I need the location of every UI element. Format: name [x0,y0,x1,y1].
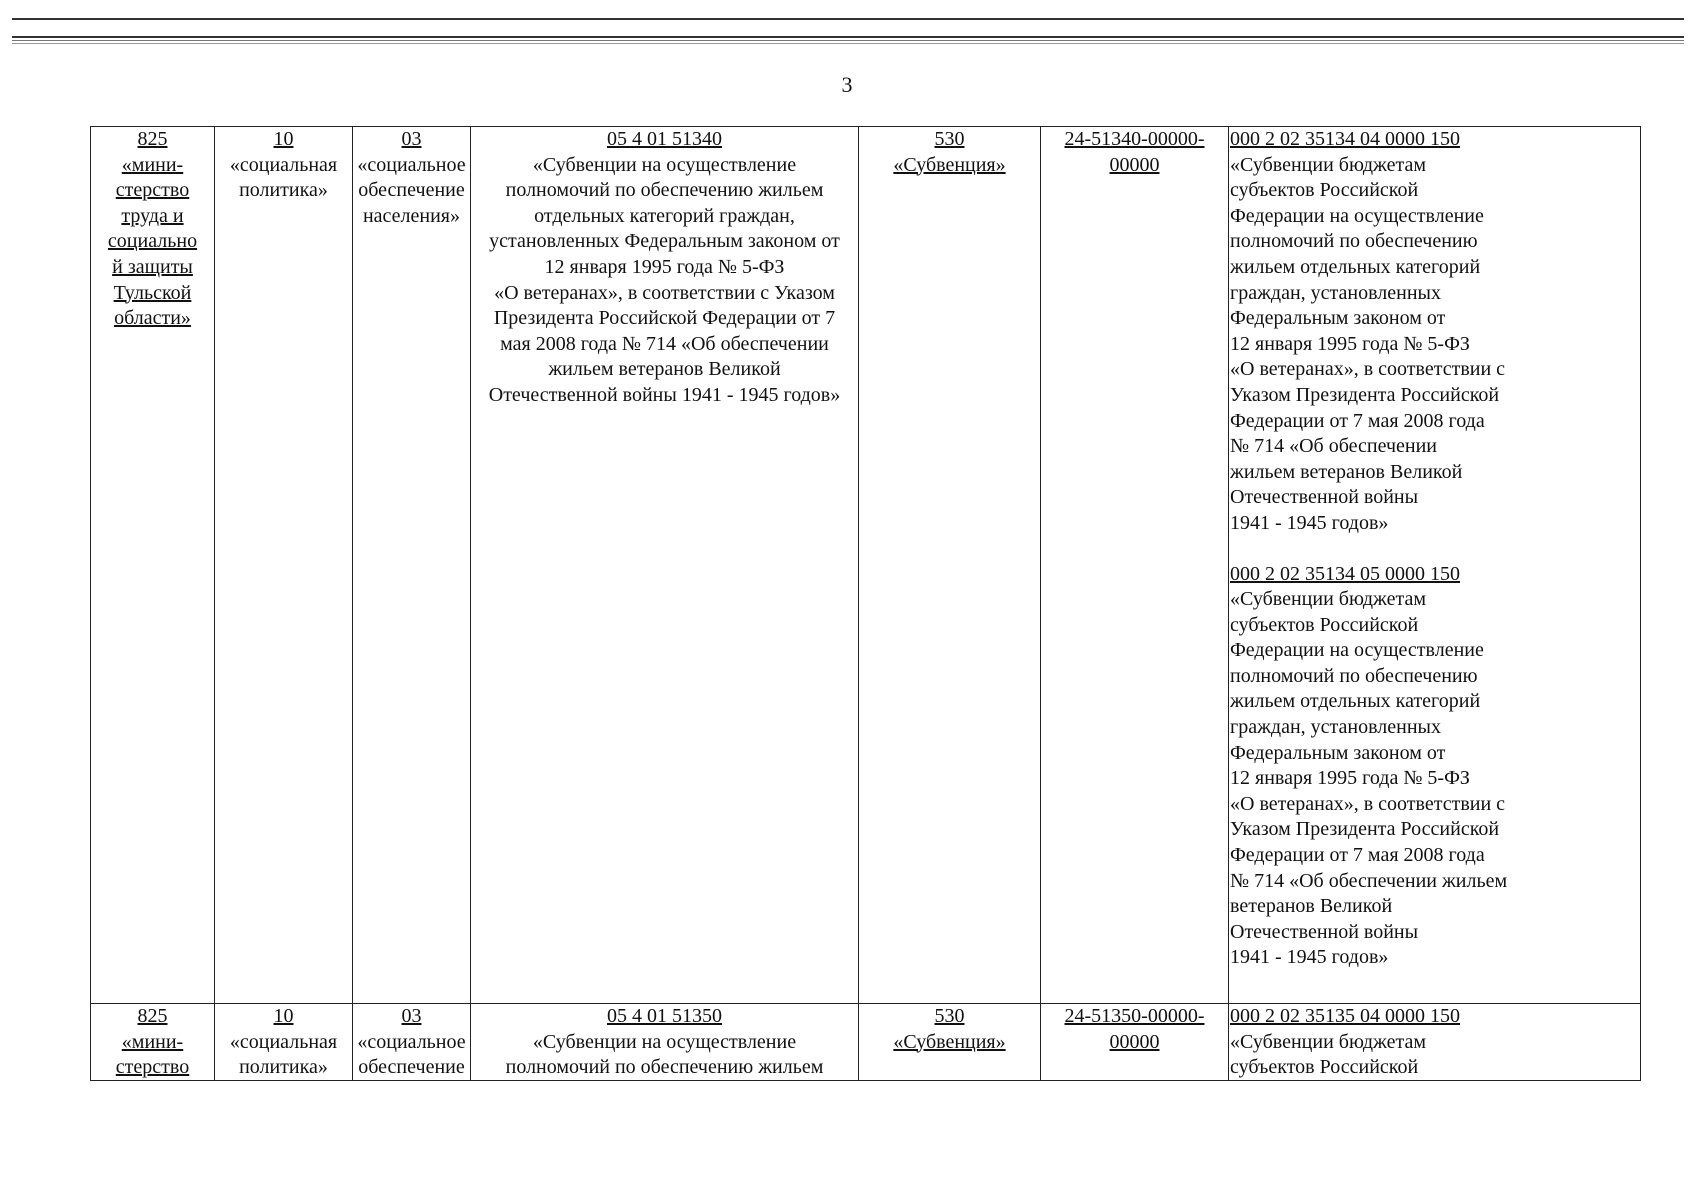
ministry-name-line: «мини- [121,153,184,176]
expense-type-name: «Субвенция» [893,153,1006,176]
section-cell [215,127,353,1004]
revenue-name-line: 1941 - 1945 годов» [1230,511,1389,534]
revenue-name-line: ветеранов Великой [1230,895,1393,918]
revenue-name-line: «О ветеранах», в соответствии с [1230,792,1506,815]
revenue-name-line: Федерации на осуществление [1230,639,1484,662]
expense-type-code: 530 [934,1005,965,1027]
revenue-name-line: 12 января 1995 года № 5-ФЗ [1230,332,1470,355]
purpose-code-line: 00000 [1109,153,1160,176]
revenue-name-line: полномочий по обеспечению [1230,230,1478,253]
revenue-name-line: граждан, установленных [1230,716,1441,739]
target-article-line: мая 2008 года № 714 «Об обеспечении [500,332,829,355]
page-number: 3 [841,72,853,97]
subsection-name-line: «социальное [357,1030,466,1053]
budget-classification-table [90,126,1641,1081]
section-cell [215,1004,353,1081]
section-name-line: политика» [239,1056,328,1079]
ministry-code: 825 [137,1005,168,1027]
revenue-name-line: Федеральным законом от [1230,307,1446,330]
subsection-code: 03 [401,128,422,150]
revenue-name-line: 12 января 1995 года № 5-ФЗ [1230,767,1470,790]
table-row [91,127,1641,1004]
subsection-cell [353,127,471,1004]
ministry-cell [91,127,215,1004]
revenue-name-line: Указом Президента Российской [1230,818,1500,841]
revenue-name-line: «Субвенции бюджетам [1230,153,1426,176]
target-article-cell [471,127,859,1004]
subsection-name-line: обеспечение [358,1056,465,1079]
subsection-name-line: населения» [362,204,461,227]
target-article-line: отдельных категорий граждан, [534,204,795,227]
target-article-line: «О ветеранах», в соответствии с Указом [494,281,835,304]
ministry-cell [91,1004,215,1081]
header-rule-double-a [12,36,1684,38]
ministry-name-line: й защиты [112,255,193,278]
target-article-line: 12 января 1995 года № 5-ФЗ [544,255,785,278]
ministry-name-line: стерство [115,1056,190,1079]
target-article-code: 05 4 01 51350 [607,1005,722,1027]
target-article-line: установленных Федеральным законом от [489,230,840,253]
ministry-name-line: труда и [121,204,184,227]
revenue-name-line: граждан, установленных [1230,281,1441,304]
ministry-name-line: Тульской [113,281,192,304]
revenue-name-line: Указом Президента Российской [1230,383,1500,406]
revenue-name-line: Федерации на осуществление [1230,204,1484,227]
target-article-line: жильем ветеранов Великой [548,358,781,381]
target-article-line: «Субвенции на осуществление [532,153,797,176]
revenue-name-line: жильем ветеранов Великой [1230,460,1463,483]
revenue-name-line: № 714 «Об обеспечении жильем [1230,869,1508,892]
expense-type-cell [859,127,1041,1004]
revenue-code: 000 2 02 35134 05 0000 150 [1230,562,1460,585]
target-article-line: полномочий по обеспечению жильем [505,1056,824,1079]
revenue-name-line: Федерации от 7 мая 2008 года [1230,844,1485,867]
expense-type-name: «Субвенция» [893,1030,1006,1053]
revenue-code-cell [1229,1004,1641,1081]
target-article-code: 05 4 01 51340 [607,128,722,150]
ministry-code: 825 [137,128,168,150]
table-row [91,1004,1641,1081]
revenue-name-line: субъектов Российской [1230,179,1419,202]
revenue-name-line: Отечественной войны [1230,920,1419,943]
header-rule-double-c [12,43,1684,44]
expense-type-code: 530 [934,128,965,150]
section-code: 10 [273,1005,294,1027]
section-code: 10 [273,128,294,150]
revenue-code-cell [1229,127,1641,1004]
revenue-name-line: полномочий по обеспечению [1230,664,1478,687]
revenue-name-line: жильем отдельных категорий [1230,255,1481,278]
ministry-name-line: социально [107,230,198,253]
purpose-code-line: 24-51350-00000- [1064,1005,1205,1027]
revenue-name-line: Федерации от 7 мая 2008 года [1230,409,1485,432]
revenue-name-line: жильем отдельных категорий [1230,690,1481,713]
subsection-code: 03 [401,1005,422,1027]
revenue-name-line: Отечественной войны [1230,486,1419,509]
target-article-line: Отечественной войны 1941 - 1945 годов» [488,383,841,406]
revenue-name-line: «Субвенции бюджетам [1230,1030,1426,1053]
spacer [1230,537,1640,562]
revenue-name-line: субъектов Российской [1230,1056,1419,1079]
purpose-code-line: 00000 [1109,1030,1160,1053]
revenue-code: 000 2 02 35134 04 0000 150 [1230,128,1460,150]
ministry-name-line: стерство [115,179,190,202]
header-rule-double-b [12,40,1684,41]
revenue-code: 000 2 02 35135 04 0000 150 [1230,1005,1460,1027]
subsection-name-line: «социальное [357,153,466,176]
revenue-name-line: 1941 - 1945 годов» [1230,946,1389,969]
target-article-line: полномочий по обеспечению жильем [505,179,824,202]
target-article-cell [471,1004,859,1081]
header-rule-top [12,18,1684,20]
revenue-name-line: № 714 «Об обеспечении [1230,435,1437,458]
target-article-line: Президента Российской Федерации от 7 [493,307,836,330]
section-name-line: «социальная [229,153,338,176]
expense-type-cell [859,1004,1041,1081]
section-name-line: политика» [239,179,328,202]
revenue-name-line: «Субвенции бюджетам [1230,588,1426,611]
section-name-line: «социальная [229,1030,338,1053]
subsection-cell [353,1004,471,1081]
revenue-name-line: «О ветеранах», в соответствии с [1230,358,1506,381]
revenue-name-line: Федеральным законом от [1230,741,1446,764]
revenue-name-line: субъектов Российской [1230,613,1419,636]
ministry-name-line: области» [114,307,191,330]
target-article-line: «Субвенции на осуществление [532,1030,797,1053]
purpose-code-cell [1041,1004,1229,1081]
ministry-name-line: «мини- [121,1030,184,1053]
purpose-code-line: 24-51340-00000- [1064,128,1205,150]
purpose-code-cell [1041,127,1229,1004]
subsection-name-line: обеспечение [358,179,465,202]
